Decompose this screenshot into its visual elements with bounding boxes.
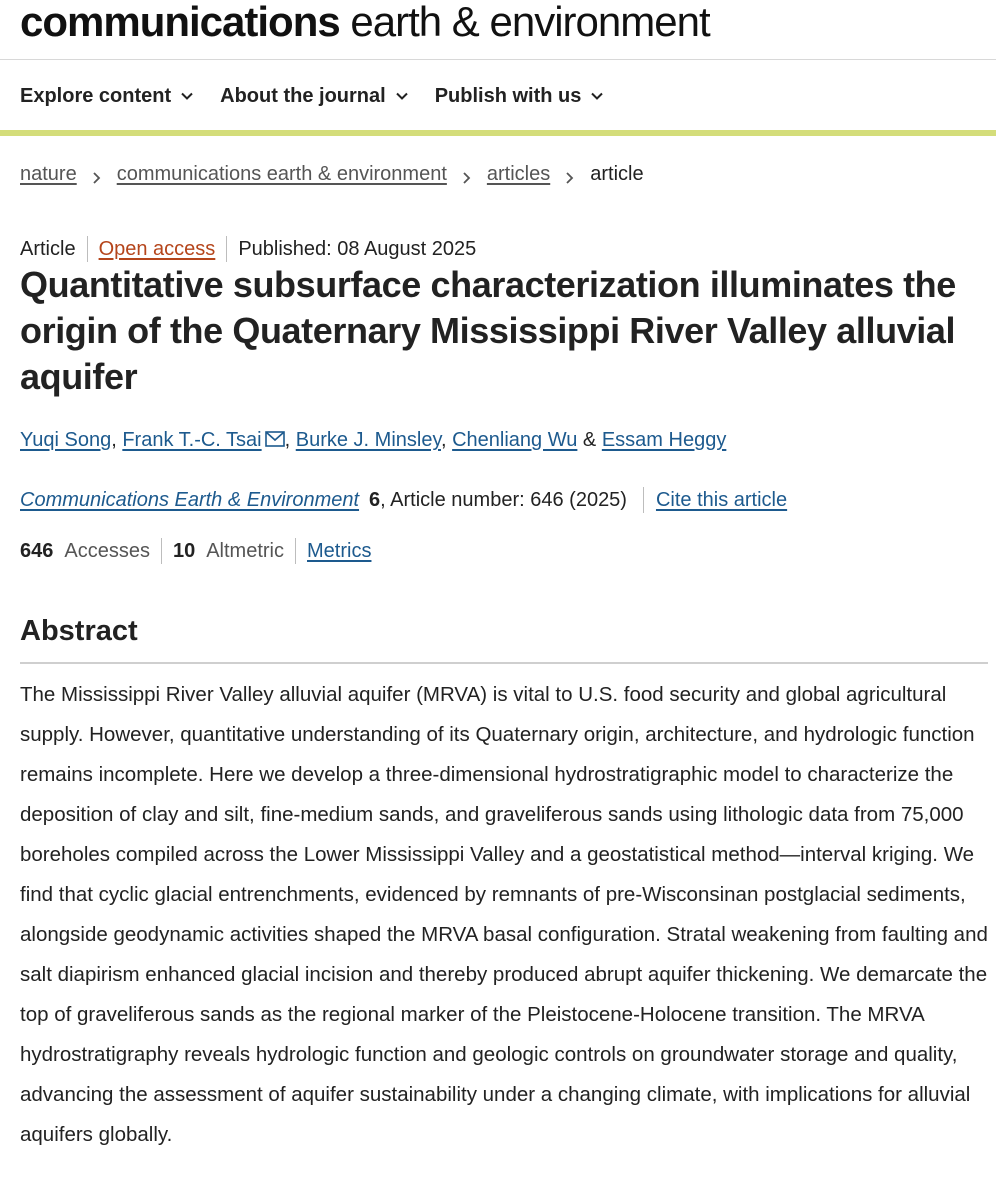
author-list bbox=[20, 429, 726, 452]
breadcrumb bbox=[20, 163, 644, 186]
breadcrumb-articles[interactable]: articles bbox=[486, 163, 551, 185]
author-separator: , bbox=[284, 429, 296, 451]
nav-publish-with-us[interactable] bbox=[435, 84, 605, 108]
abstract-heading: Abstract bbox=[20, 615, 138, 647]
chevron-down-icon bbox=[590, 89, 604, 103]
abstract-text: The Mississippi River Valley alluvial aquifer (MRVA) is vital to U.S. food security and global agricultural supply. However, quantitative understanding of its Quaternary origin, architecture, and hydrologic function remains incomplete. Here we develop a three-dimensional hydrostratigraphic model to characterize the deposition of clay and silt, fine-medium sands, and graveliferous sands using lithologic data from 75,000 boreholes compiled across the Lower Mississippi Valley and a geostatistical method—interval kriging. We find that cyclic glacial entrenchments, evidenced by remnants of pre-Wisconsinan postglacial sediments, alongside geodynamic activities shaped the MRVA basal configuration. Stratal weakening from faulting and salt diapirism enhanced glacial incision and thereby produced abrupt aquifer thickening. We demarcate the top of graveliferous sands as the regional marker of the Pleistocene-Holocene transition. The MRVA hydrostratigraphy reveals hydrologic function and geologic controls on groundwater storage and quality, advancing the assessment of aquifer sustainability under a changing climate, with implications for alluvial aquifers globally. bbox=[20, 683, 988, 1146]
author-link[interactable]: Burke J. Minsley bbox=[295, 429, 441, 451]
journal-logo[interactable] bbox=[20, 0, 710, 45]
accesses-count: 646 bbox=[20, 539, 54, 562]
citation-line bbox=[20, 487, 787, 513]
breadcrumb-journal[interactable]: communications earth & environment bbox=[116, 163, 447, 185]
accesses-label: Accesses bbox=[64, 539, 150, 562]
separator bbox=[643, 487, 644, 513]
logo-word-communications: communications bbox=[20, 0, 340, 45]
article-number: , Article number: 646 (2025) bbox=[380, 488, 627, 511]
article-metrics bbox=[20, 538, 371, 564]
cite-article-link[interactable]: Cite this article bbox=[655, 488, 788, 511]
article-title: Quantitative subsurface characterization illuminates the origin of the Quaternary Mississippi River Valley alluvial aquifer bbox=[20, 264, 956, 397]
author-link[interactable]: Frank T.-C. Tsai bbox=[122, 429, 262, 451]
author-separator: & bbox=[577, 429, 602, 451]
nav-explore-content[interactable] bbox=[20, 84, 194, 108]
author-link[interactable]: Chenliang Wu bbox=[452, 429, 578, 451]
separator bbox=[295, 538, 296, 564]
chevron-right-icon bbox=[91, 168, 103, 182]
nav-label: Publish with us bbox=[434, 84, 582, 107]
breadcrumb-nature[interactable]: nature bbox=[20, 163, 77, 185]
nav-about-journal[interactable] bbox=[220, 84, 409, 108]
volume-number: 6 bbox=[369, 488, 381, 511]
nav-label: About the journal bbox=[220, 84, 386, 107]
altmetric-count: 10 bbox=[172, 539, 196, 562]
chevron-right-icon bbox=[461, 168, 473, 182]
abstract-divider bbox=[20, 662, 988, 664]
altmetric-label: Altmetric bbox=[206, 539, 285, 562]
chevron-right-icon bbox=[564, 168, 576, 182]
author-separator: , bbox=[111, 429, 123, 451]
accent-bar bbox=[0, 130, 996, 136]
email-icon[interactable] bbox=[265, 430, 285, 446]
main-nav bbox=[20, 84, 630, 108]
author-separator: , bbox=[440, 429, 453, 451]
separator bbox=[87, 236, 88, 262]
chevron-down-icon bbox=[180, 89, 194, 103]
author-link[interactable]: Essam Heggy bbox=[601, 429, 727, 451]
header-divider bbox=[0, 59, 996, 60]
breadcrumb-current: article bbox=[590, 163, 644, 185]
author-link[interactable]: Yuqi Song bbox=[20, 429, 112, 451]
metrics-link[interactable]: Metrics bbox=[307, 539, 372, 562]
open-access-link[interactable]: Open access bbox=[98, 237, 216, 260]
separator bbox=[161, 538, 162, 564]
separator bbox=[226, 236, 227, 262]
article-type: Article bbox=[20, 237, 76, 260]
nav-label: Explore content bbox=[20, 84, 172, 107]
journal-name-link[interactable]: Communications Earth & Environment bbox=[20, 488, 360, 511]
article-meta bbox=[20, 236, 476, 262]
chevron-down-icon bbox=[395, 89, 409, 103]
logo-word-earth-environment: earth & environment bbox=[339, 0, 710, 45]
published-date: Published: 08 August 2025 bbox=[238, 237, 477, 260]
